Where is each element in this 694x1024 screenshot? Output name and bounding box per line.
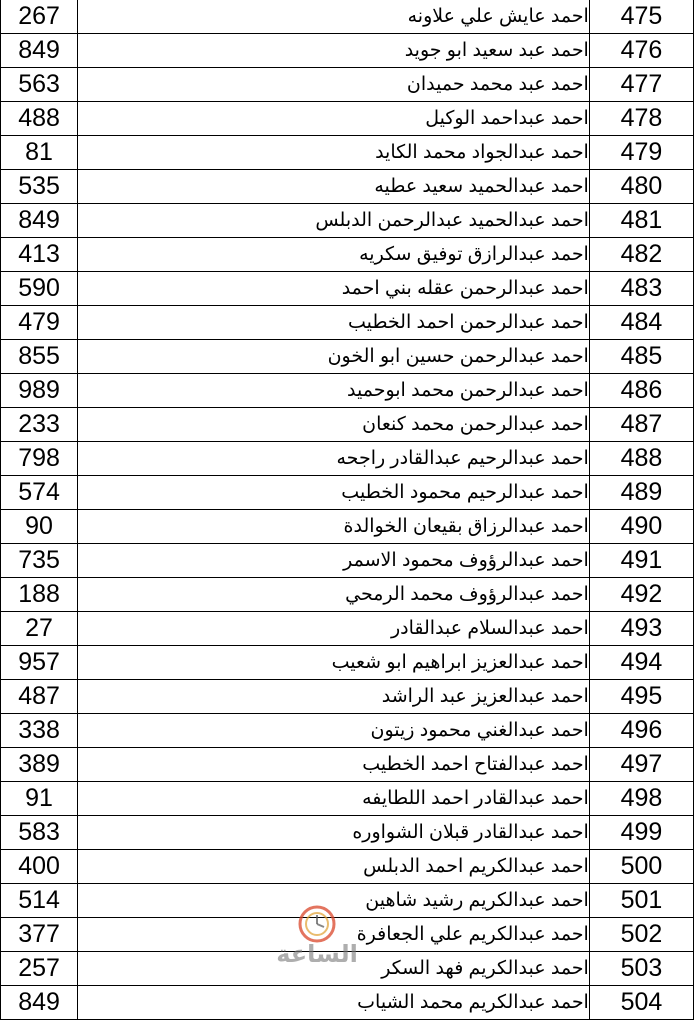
row-number-cell: 486	[589, 374, 693, 408]
row-name-cell: احمد عبدالكريم علي الجعافرة	[78, 918, 590, 952]
row-name-cell: احمد عبدالفتاح احمد الخطيب	[78, 748, 590, 782]
row-number-cell: 485	[589, 340, 693, 374]
row-value-cell: 563	[1, 68, 78, 102]
row-value-cell: 90	[1, 510, 78, 544]
row-number-cell: 490	[589, 510, 693, 544]
row-name-cell: احمد عبد سعيد ابو جويد	[78, 34, 590, 68]
names-table-body	[1, 0, 694, 1020]
row-value-cell: 400	[1, 850, 78, 884]
table-row	[1, 544, 694, 578]
row-name-cell: احمد عبدالجواد محمد الكايد	[78, 136, 590, 170]
row-name-cell: احمد عبدالكريم فهد السكر	[78, 952, 590, 986]
row-name-cell: احمد عبدالرحيم محمود الخطيب	[78, 476, 590, 510]
row-number-cell: 478	[589, 102, 693, 136]
row-number-cell: 479	[589, 136, 693, 170]
row-number-cell: 501	[589, 884, 693, 918]
table-row	[1, 714, 694, 748]
row-name-cell: احمد عبدالعزيز ابراهيم ابو شعيب	[78, 646, 590, 680]
row-value-cell: 535	[1, 170, 78, 204]
row-value-cell: 488	[1, 102, 78, 136]
row-number-cell: 480	[589, 170, 693, 204]
row-number-cell: 477	[589, 68, 693, 102]
table-row	[1, 136, 694, 170]
row-name-cell: احمد عبدالرؤوف محمود الاسمر	[78, 544, 590, 578]
row-value-cell: 487	[1, 680, 78, 714]
row-value-cell: 849	[1, 204, 78, 238]
row-number-cell: 481	[589, 204, 693, 238]
table-row	[1, 102, 694, 136]
row-number-cell: 500	[589, 850, 693, 884]
row-name-cell: احمد عبدالعزيز عبد الراشد	[78, 680, 590, 714]
row-number-cell: 492	[589, 578, 693, 612]
row-name-cell: احمد عبدالكريم احمد الدبلس	[78, 850, 590, 884]
row-value-cell: 27	[1, 612, 78, 646]
row-value-cell: 583	[1, 816, 78, 850]
row-number-cell: 496	[589, 714, 693, 748]
table-row	[1, 612, 694, 646]
row-value-cell: 257	[1, 952, 78, 986]
row-number-cell: 491	[589, 544, 693, 578]
table-row	[1, 238, 694, 272]
table-row	[1, 408, 694, 442]
table-row	[1, 884, 694, 918]
row-name-cell: احمد عايش علي علاونه	[78, 0, 590, 34]
row-value-cell: 574	[1, 476, 78, 510]
row-name-cell: احمد عبدالرحمن احمد الخطيب	[78, 306, 590, 340]
row-number-cell: 499	[589, 816, 693, 850]
row-name-cell: احمد عبدالرؤوف محمد الرمحي	[78, 578, 590, 612]
row-name-cell: احمد عبدالكريم محمد الشياب	[78, 986, 590, 1020]
row-value-cell: 233	[1, 408, 78, 442]
row-number-cell: 498	[589, 782, 693, 816]
table-row	[1, 986, 694, 1020]
row-name-cell: احمد عبدالرحمن محمد ابوحميد	[78, 374, 590, 408]
row-value-cell: 849	[1, 986, 78, 1020]
row-name-cell: احمد عبدالرحيم عبدالقادر راجحه	[78, 442, 590, 476]
row-value-cell: 957	[1, 646, 78, 680]
row-name-cell: احمد عبدالكريم رشيد شاهين	[78, 884, 590, 918]
table-row	[1, 34, 694, 68]
table-row	[1, 272, 694, 306]
table-row	[1, 748, 694, 782]
row-value-cell: 849	[1, 34, 78, 68]
row-number-cell: 497	[589, 748, 693, 782]
row-number-cell: 493	[589, 612, 693, 646]
row-value-cell: 91	[1, 782, 78, 816]
row-number-cell: 489	[589, 476, 693, 510]
row-number-cell: 504	[589, 986, 693, 1020]
row-name-cell: احمد عبدالقادر قبلان الشواوره	[78, 816, 590, 850]
row-value-cell: 479	[1, 306, 78, 340]
table-row	[1, 816, 694, 850]
table-row	[1, 476, 694, 510]
row-number-cell: 487	[589, 408, 693, 442]
row-number-cell: 476	[589, 34, 693, 68]
row-value-cell: 798	[1, 442, 78, 476]
row-number-cell: 502	[589, 918, 693, 952]
row-value-cell: 267	[1, 0, 78, 34]
table-row	[1, 680, 694, 714]
row-name-cell: احمد عبدالرحمن محمد كنعان	[78, 408, 590, 442]
row-value-cell: 514	[1, 884, 78, 918]
table-row	[1, 510, 694, 544]
row-name-cell: احمد عبداحمد الوكيل	[78, 102, 590, 136]
table-row	[1, 442, 694, 476]
row-name-cell: احمد عبدالرحمن حسين ابو الخون	[78, 340, 590, 374]
row-value-cell: 389	[1, 748, 78, 782]
row-value-cell: 735	[1, 544, 78, 578]
row-number-cell: 484	[589, 306, 693, 340]
table-row	[1, 374, 694, 408]
row-value-cell: 377	[1, 918, 78, 952]
row-value-cell: 338	[1, 714, 78, 748]
row-number-cell: 488	[589, 442, 693, 476]
row-name-cell: احمد عبد محمد حميدان	[78, 68, 590, 102]
table-row	[1, 952, 694, 986]
row-name-cell: احمد عبدالحميد عبدالرحمن الدبلس	[78, 204, 590, 238]
row-value-cell: 855	[1, 340, 78, 374]
row-name-cell: احمد عبدالقادر احمد اللطايفه	[78, 782, 590, 816]
table-row	[1, 340, 694, 374]
table-row	[1, 782, 694, 816]
row-name-cell: احمد عبدالرحمن عقله بني احمد	[78, 272, 590, 306]
table-row	[1, 306, 694, 340]
watermark-brand-text: الساعة	[276, 940, 358, 968]
row-value-cell: 413	[1, 238, 78, 272]
row-number-cell: 503	[589, 952, 693, 986]
row-name-cell: احمد عبدالسلام عبدالقادر	[78, 612, 590, 646]
table-row	[1, 646, 694, 680]
table-row	[1, 578, 694, 612]
row-number-cell: 495	[589, 680, 693, 714]
row-name-cell: احمد عبدالرازق توفيق سكريه	[78, 238, 590, 272]
table-row	[1, 204, 694, 238]
row-value-cell: 989	[1, 374, 78, 408]
row-value-cell: 81	[1, 136, 78, 170]
row-number-cell: 475	[589, 0, 693, 34]
row-value-cell: 188	[1, 578, 78, 612]
table-row	[1, 918, 694, 952]
row-name-cell: احمد عبدالرزاق بقيعان الخوالدة	[78, 510, 590, 544]
row-name-cell: احمد عبدالغني محمود زيتون	[78, 714, 590, 748]
table-row	[1, 170, 694, 204]
row-number-cell: 494	[589, 646, 693, 680]
table-row	[1, 68, 694, 102]
row-number-cell: 483	[589, 272, 693, 306]
table-row	[1, 850, 694, 884]
row-number-cell: 482	[589, 238, 693, 272]
table-row	[1, 0, 694, 34]
row-name-cell: احمد عبدالحميد سعيد عطيه	[78, 170, 590, 204]
row-value-cell: 590	[1, 272, 78, 306]
